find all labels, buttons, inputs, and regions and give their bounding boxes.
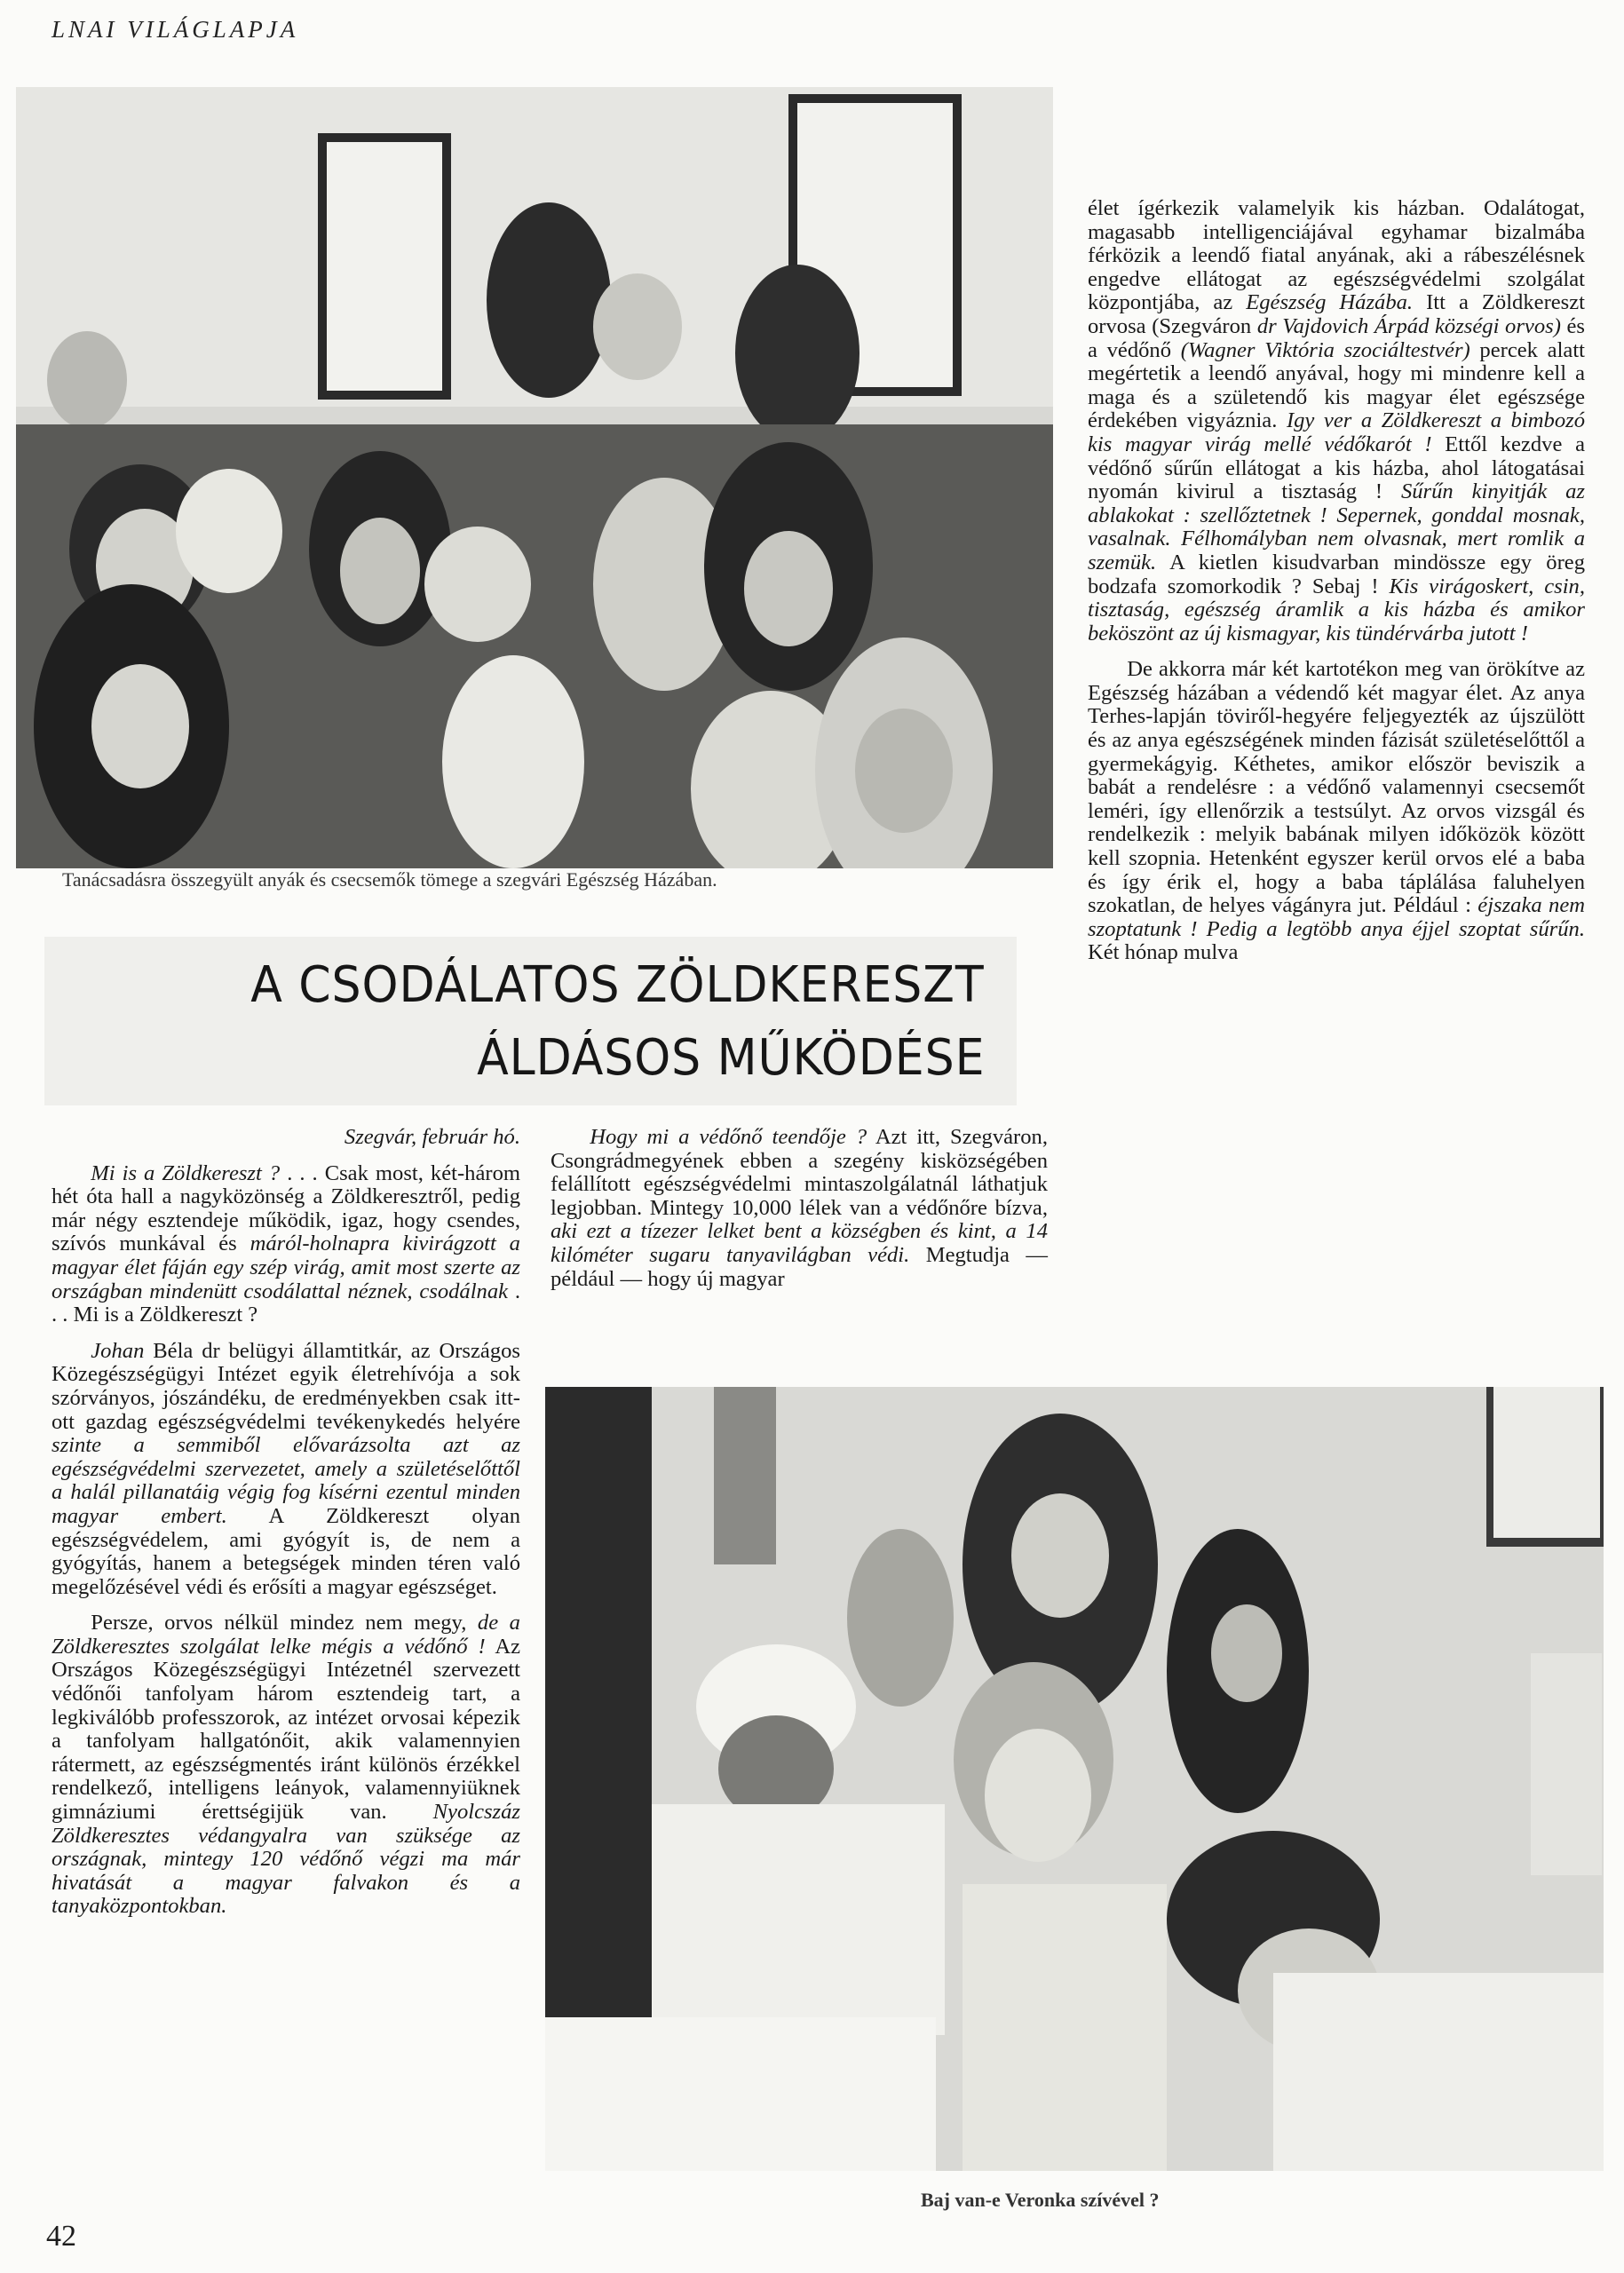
emphasis-text: Nyolcszáz Zöldkeresztes védangyalra van szüksége az országnak, mintegy 120 védőnő végzi ma már hivatását a magyar falvakon és a tanyaközpontokban. [51, 1800, 520, 1919]
emphasis-text: Igy ver a Zöldkereszt a bimbozó kis magyar virág mellé védőkarót ! [1088, 408, 1586, 456]
paragraph [1088, 658, 1585, 965]
emphasis-text: Johan [91, 1338, 145, 1363]
running-head: LNAI VILÁGLAPJA [51, 16, 299, 43]
emphasis-text: Mi is a Zöldkereszt ? [91, 1160, 281, 1185]
emphasis-text: Kis virágoskert, csin, tisztaság, egészség áramlik a kis házba és amikor beköszönt az új kismagyar, kis tündérvárba jutott ! [1088, 574, 1585, 645]
emphasis-text: éjszaka nem szoptatunk ! Pedig a legtöbb anya éjjel szoptat sűrűn. [1088, 893, 1585, 941]
body-text: élet ígérkezik valamelyik kis házban. Odalátogat, magasabb intelligenciájával egyhamar bizalmába férközik a leendő fiatal anyának, aki a rábeszélésnek engedve ellátogat az egészségvédelmi szolgálat központjába, az [1088, 196, 1585, 315]
paragraph [51, 1162, 520, 1327]
body-text: Két hónap mulva [1088, 940, 1239, 965]
emphasis-text: de a Zöldkeresztes szolgálat lelke mégis a védőnő ! [51, 1611, 520, 1659]
article-column-1 [51, 1126, 520, 1919]
body-text: Megtudja — például — hogy új magyar [551, 1242, 1048, 1291]
top-photo-caption: Tanácsadásra összegyült anyák és csecsemők tömege a szegvári Egészség Házában. [62, 868, 717, 891]
paragraph [551, 1126, 1048, 1291]
body-text: A kietlen kisudvarban mindössze egy öreg bodzafa szomorkodik ? Sebaj ! [1088, 550, 1585, 598]
body-text: A Zöldkereszt olyan egészségvédelem, ami gyógyít is, de nem a gyógyítás, hanem a betegségek minden téren való megelőzésével védi és erősíti a magyar egészséget. [51, 1503, 521, 1599]
body-text: Az Országos Közegészségügyi Intézetnél szervezett védőnői tanfolyam három esztendeig tart, a legkiválóbb professzorok, az intézet orvosai képezik a tanfolyam hallgatónőit, akik valamennyien rátermett, az egészségmentés iránt különös érzékkel rendelkező, intelligens leányok, valamennyiüknek gimnáziumi érettségijük van. [51, 1634, 520, 1825]
dateline: Szegvár, február hó. [344, 1125, 520, 1149]
bottom-photo [545, 1387, 1604, 2171]
article-column-2 [551, 1126, 1048, 1291]
emphasis-text: aki ezt a tízezer lelket bent a községben és kint, a 14 kilóméter sugaru tanyavilágban védi. [551, 1219, 1048, 1267]
emphasis-text: (Wagner Viktória szociáltestvér) [1180, 337, 1470, 362]
body-text: Ettől kezdve a védőnő sűrűn ellátogat a kis házba, ahol látogatásai nyomán kivirul a tisztaság ! [1088, 432, 1585, 504]
body-text: és a védőnő [1088, 313, 1586, 362]
body-text: . . . Csak most, két-három hét óta hall a nagyközönség a Zöldkeresztről, pedig már négy esztendeje működik, igaz, hogy csendes, szívós munkával és [51, 1160, 520, 1256]
emphasis-text: Sűrűn kinyitják az ablakokat : szellőztetnek ! Sepernek, gonddal mosnak, vasalnak. Félhomályban nem olvasnak, mert romlik a szemük. [1088, 479, 1585, 574]
emphasis-text: dr Vajdovich Árpád községi orvos) [1256, 313, 1561, 338]
photo-doctor-examination [545, 1387, 1604, 2171]
emphasis-text: Egészség Házába. [1246, 290, 1414, 315]
emphasis-text: Hogy mi a védőnő teendője ? [590, 1125, 867, 1149]
emphasis-text: máról-holnapra kivirágzott a magyar élet fáján egy szép virág, amit most szerte az országban mindenütt csodálattal néznek, csodálnak [51, 1232, 520, 1303]
paragraph [51, 1612, 520, 1919]
body-text: . . . Mi is a Zöldkereszt ? [51, 1279, 520, 1327]
body-text: Azt itt, Szegváron, Csongrádmegyének ebben a szegény kisközségében felállított egészségvédelmi mintaszolgálatnál láthatjuk legjobban. Mintegy 10,000 lélek van a védőnőre bízva, [551, 1125, 1048, 1220]
paragraph [51, 1340, 520, 1600]
paragraph [1088, 197, 1585, 645]
body-text: De akkorra már két kartotékon meg van örökítve az Egészség házában a védendő két magyar élet. Az anya Terhes-lapján töviről-hegyére feljegyezték az újszülött és az anya egészségének minden fázisát születéselőttől a gyermekágyig. Kéthetes, amikor először beviszik a babát a rendelésre : a védőnő valamennyi csecsemőt leméri, így ellenőrzik a testsúlyt. Az orvos vizsgál és rendelkezik : melyik babának milyen időközök között kell szopnia. Hetenként egyszer kerül orvos elé a baba és így érik el, hogy a baba táplálása faluhelyen szokatlan, de helyes vágányra jut. Például : [1088, 657, 1585, 918]
top-photo [16, 87, 1053, 868]
article-column-3 [1088, 197, 1585, 965]
body-text: Béla dr belügyi államtitkár, az Országos Közegészségügyi Intézet egyik életrehívója a sok szórványos, jószándéku, de eredményekben csak itt-ott gazdag egészségvédelmi tevékenykedés helyére [51, 1338, 520, 1434]
photo-mothers-infants [16, 87, 1053, 868]
headline-line-2: ÁLDÁSOS MŰKÖDÉSE [476, 1029, 985, 1087]
body-text: Itt a Zöldkereszt orvosa (Szegváron [1088, 290, 1585, 338]
page-number: 42 [46, 2220, 76, 2253]
body-text: percek alatt megértetik a leendő anyával, hogy mi mindenre kell a maga és a születendő kis magyar élet egészsége érdekében vigyáznia. [1088, 337, 1585, 433]
emphasis-text: szinte a semmiből elővarázsolta azt az egészségvédelmi szervezetet, amely a születéselőttől a halál pillanatáig végig fog kísérni ezentul minden magyar embert. [51, 1433, 520, 1528]
headline-block [44, 937, 1017, 1105]
headline-line-1: A CSODÁLATOS ZÖLDKERESZT [250, 956, 985, 1014]
bottom-photo-caption: Baj van-e Veronka szívével ? [921, 2189, 1160, 2211]
body-text: Persze, orvos nélkül mindez nem megy, [91, 1611, 478, 1635]
